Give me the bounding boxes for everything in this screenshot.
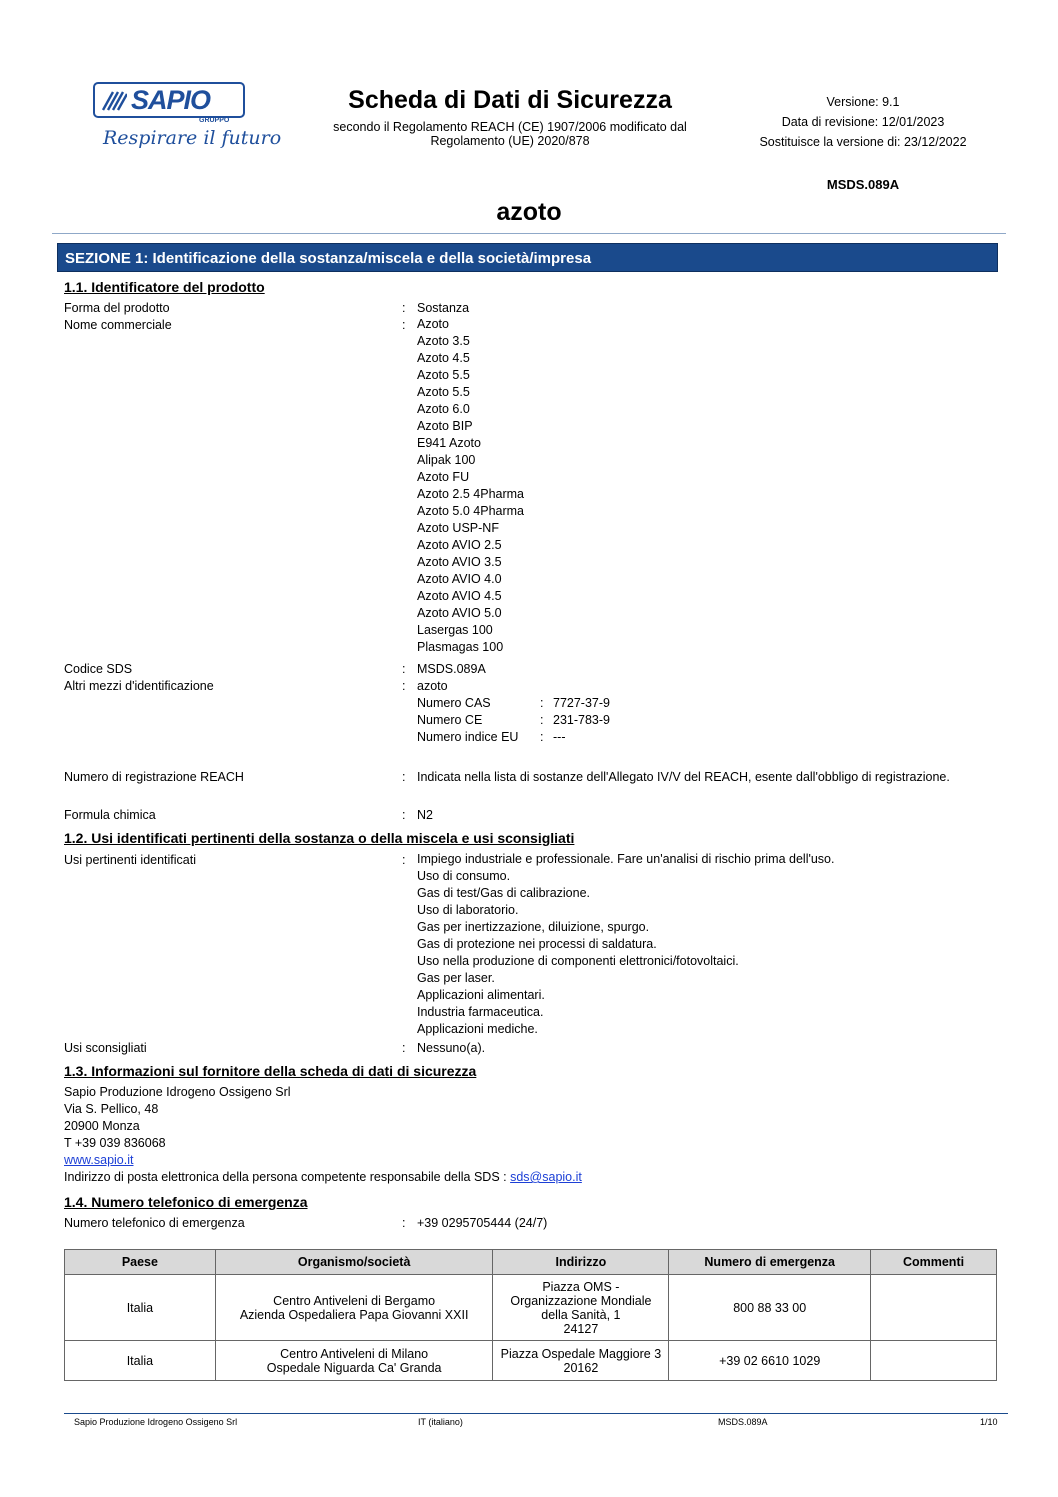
trade-name: Azoto FU [417,470,470,484]
logo-gruppo: GRUPPO [199,117,230,124]
trade-name: Azoto 5.5 [417,368,470,382]
footer-code: MSDS.089A [718,1417,768,1427]
sds-code-label: Codice SDS [64,662,133,676]
use-item: Uso nella produzione di componenti elettronici/fotovoltaici. [417,954,739,968]
uses-label: Usi pertinenti identificati [64,853,197,867]
trade-name-list [417,316,524,656]
supplier-website-link[interactable]: www.sapio.it [64,1153,134,1167]
org-line: Centro Antiveleni di Bergamo [273,1293,436,1308]
cell-country: Italia [65,1341,216,1381]
org-line: Centro Antiveleni di Milano [280,1346,429,1361]
header-divider [52,233,1006,234]
product-name: azoto [496,198,562,226]
colon: : [540,696,544,710]
use-item: Uso di laboratorio. [417,903,519,917]
trade-name: Azoto AVIO 4.5 [417,589,502,603]
addr-line: Organizzazione Mondiale [510,1293,652,1308]
colon: : [402,1216,406,1230]
use-item: Gas per inertizzazione, diluizione, spurgo. [417,920,650,934]
colon: : [540,730,544,744]
colon: : [402,808,406,822]
logo-tagline: Respirare il futuro [103,127,282,149]
supplier-street: Via S. Pellico, 48 [64,1102,159,1116]
sds-code-value: MSDS.089A [417,662,486,676]
use-item: Applicazioni mediche. [417,1022,538,1036]
trade-name: Azoto 5.5 [417,385,470,399]
trade-name: Azoto 5.0 4Pharma [417,504,525,518]
form-value: Sostanza [417,301,470,315]
trade-name: Azoto USP-NF [417,521,499,535]
cell-comments [871,1341,997,1381]
eu-index-value: --- [553,730,566,744]
version-block [740,92,986,152]
use-item: Uso di consumo. [417,869,511,883]
colon: : [402,853,406,867]
cell-comments [871,1275,997,1341]
use-item: Industria farmaceutica. [417,1005,544,1019]
form-label: Forma del prodotto [64,301,170,315]
use-item: Gas di test/Gas di calibrazione. [417,886,590,900]
msds-code: MSDS.089A [826,177,900,192]
col-header-country: Paese [65,1250,216,1275]
use-item: Applicazioni alimentari. [417,988,545,1002]
cell-emergency-number: +39 02 6610 1029 [669,1341,871,1381]
colon: : [540,713,544,727]
version: Versione: 9.1 [826,95,900,109]
addr-line: 24127 [563,1321,599,1336]
subtitle-line-2: Regolamento (UE) 2020/878 [430,134,590,148]
col-header-emergency-number: Numero di emergenza [669,1250,871,1275]
trade-name: Azoto 3.5 [417,334,470,348]
formula-value: N2 [417,808,433,822]
not-recommended-label: Usi sconsigliati [64,1041,147,1055]
not-recommended-value: Nessuno(a). [417,1041,486,1055]
footer-page-number: 1/10 [980,1417,998,1427]
heading-1-4: 1.4. Numero telefonico di emergenza [64,1194,308,1210]
trade-name: Plasmagas 100 [417,640,504,654]
trade-name-label: Nome commerciale [64,318,172,332]
document-subtitle [320,120,700,148]
ce-value: 231-783-9 [553,713,610,727]
trade-name: Alipak 100 [417,453,476,467]
use-item: Impiego industriale e professionale. Fare un'analisi di rischio prima dell'uso. [417,852,835,866]
trade-name: Azoto 6.0 [417,402,470,416]
footer-company: Sapio Produzione Idrogeno Ossigeno Srl [74,1417,238,1427]
colon: : [402,1041,406,1055]
replaces-version: Sostituisce la versione di: 23/12/2022 [759,135,967,149]
addr-line: Piazza Ospedale Maggiore 3 [500,1346,662,1361]
footer-language: IT (italiano) [418,1417,463,1427]
emergency-value: +39 0295705444 (24/7) [417,1216,548,1230]
supplier-city: 20900 Monza [64,1119,140,1133]
reach-value: Indicata nella lista di sostanze dell'Allegato IV/V del REACH, esente dall'obbligo di registrazione. [417,770,950,784]
trade-name: Lasergas 100 [417,623,493,637]
addr-line: 20162 [563,1360,599,1375]
footer-divider [64,1413,1008,1414]
uses-list [417,851,835,1038]
supplier-email-line [64,1169,582,1186]
cas-value: 7727-37-9 [553,696,610,710]
addr-line: Piazza OMS - [542,1279,620,1294]
colon: : [402,301,406,315]
subtitle-line-1: secondo il Regolamento REACH (CE) 1907/2006 modificato dal [333,120,687,134]
table-row [65,1275,997,1341]
emergency-table [64,1249,997,1381]
supplier-email-link[interactable]: sds@sapio.it [510,1170,582,1184]
trade-name: Azoto 2.5 4Pharma [417,487,525,501]
sapio-logo [93,82,283,156]
use-item: Gas di protezione nei processi di saldatura. [417,937,657,951]
cell-organization [215,1275,493,1341]
col-header-organization: Organismo/società [215,1250,493,1275]
formula-label: Formula chimica [64,808,156,822]
reach-label: Numero di registrazione REACH [64,770,244,784]
trade-name: E941 Azoto [417,436,481,450]
addr-line: della Sanità, 1 [541,1307,621,1322]
colon: : [402,662,406,676]
other-id-value: azoto [417,679,448,693]
cell-country: Italia [65,1275,216,1341]
col-header-comments: Commenti [871,1250,997,1275]
cell-organization [215,1341,493,1381]
section-1-title: SEZIONE 1: Identificazione della sostanza/miscela e della società/impresa [57,243,998,272]
trade-name: Azoto AVIO 3.5 [417,555,502,569]
cell-emergency-number: 800 88 33 00 [669,1275,871,1341]
revision-date: Data di revisione: 12/01/2023 [781,115,945,129]
logo-stripes-icon [101,90,127,112]
trade-name: Azoto AVIO 5.0 [417,606,502,620]
email-text: Indirizzo di posta elettronica della persona competente responsabile della SDS : [64,1170,507,1184]
heading-1-1: 1.1. Identificatore del prodotto [64,279,265,295]
trade-name: Azoto AVIO 4.0 [417,572,502,586]
logo-box [93,82,245,118]
trade-name: Azoto BIP [417,419,473,433]
use-item: Gas per laser. [417,971,495,985]
other-id-label: Altri mezzi d'identificazione [64,679,214,693]
ce-label: Numero CE [417,713,483,727]
table-header-row [65,1250,997,1275]
trade-name: Azoto 4.5 [417,351,470,365]
eu-index-label: Numero indice EU [417,730,519,744]
cell-address [493,1341,669,1381]
heading-1-2: 1.2. Usi identificati pertinenti della sostanza o della miscela e usi sconsigliati [64,830,575,846]
logo-wordmark: SAPIO [131,85,211,115]
supplier-company: Sapio Produzione Idrogeno Ossigeno Srl [64,1085,291,1099]
supplier-phone: T +39 039 836068 [64,1136,166,1150]
document-title: Scheda di Dati di Sicurezza [348,86,672,114]
emergency-label: Numero telefonico di emergenza [64,1216,245,1230]
org-line: Ospedale Niguarda Ca' Granda [266,1360,442,1375]
table-row [65,1341,997,1381]
trade-name: Azoto [417,317,449,331]
col-header-address: Indirizzo [493,1250,669,1275]
cas-label: Numero CAS [417,696,491,710]
colon: : [402,679,406,693]
heading-1-3: 1.3. Informazioni sul fornitore della scheda di dati di sicurezza [64,1063,477,1079]
colon: : [402,770,406,784]
colon: : [402,318,406,332]
trade-name: Azoto AVIO 2.5 [417,538,502,552]
cell-address [493,1275,669,1341]
org-line: Azienda Ospedaliera Papa Giovanni XXII [239,1307,469,1322]
supplier-block [64,1084,582,1186]
